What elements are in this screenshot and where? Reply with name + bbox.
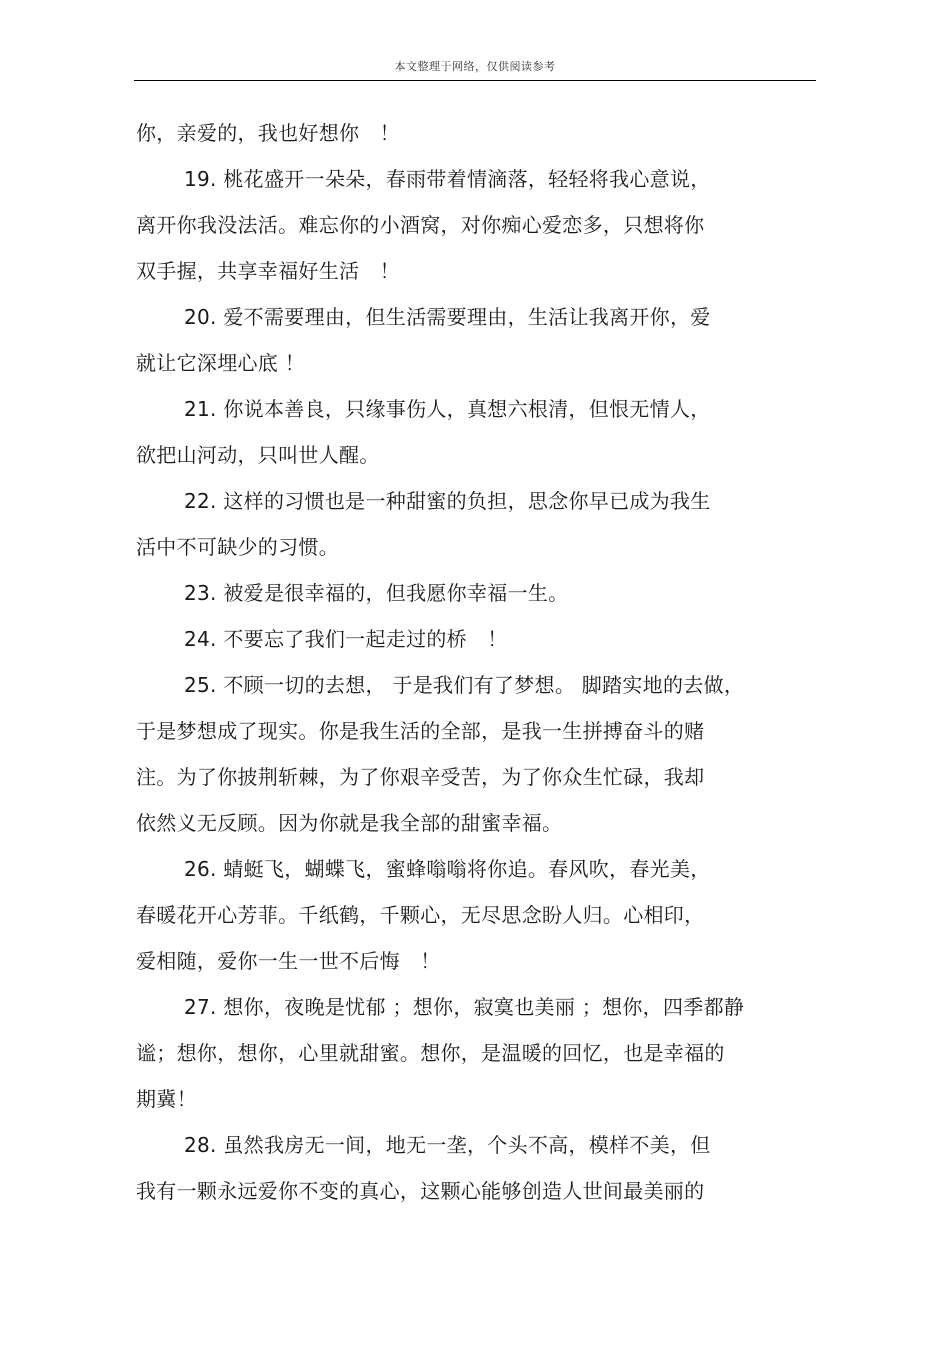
header-divider: [134, 80, 816, 81]
text-line: 我有一颗永远爱你不变的真心，这颗心能够创造人世间最美丽的: [136, 1179, 705, 1203]
text-line: 就让它深埋心底 ！: [136, 351, 306, 375]
text-line: 双手握，共享幸福好生活 ！: [136, 259, 400, 283]
text-line: 活中不可缺少的习惯。: [136, 535, 339, 559]
text-line: 26. 蜻蜓飞，蝴蝶飞，蜜蜂嗡嗡将你追。春风吹，春光美，: [184, 857, 711, 881]
text-line: 22. 这样的习惯也是一种甜蜜的负担，思念你早已成为我生: [184, 489, 711, 513]
text-line: 24. 不要忘了我们一起走过的桥 ！: [184, 627, 508, 651]
text-line: 23. 被爱是很幸福的，但我愿你幸福一生。: [184, 581, 569, 605]
text-line: 欲把山河动，只叫世人醒。: [136, 443, 380, 467]
text-line: 21. 你说本善良，只缘事伤人，真想六根清，但恨无情人，: [184, 397, 711, 421]
text-line: 期冀！: [136, 1087, 197, 1111]
text-line: 25. 不顾一切的去想， 于是我们有了梦想。 脚踏实地的去做，: [184, 673, 745, 697]
text-line: 谧；想你，想你，心里就甜蜜。想你，是温暖的回忆，也是幸福的: [136, 1041, 725, 1065]
text-line: 春暖花开心芳菲。千纸鹤，千颗心，无尽思念盼人归。心相印，: [136, 903, 705, 927]
text-line: 19. 桃花盛开一朵朵，春雨带着情滴落，轻轻将我心意说，: [184, 167, 711, 191]
text-line: 注。为了你披荆斩棘，为了你艰辛受苦，为了你众生忙碌，我却: [136, 765, 705, 789]
text-line: 依然义无反顾。因为你就是我全部的甜蜜幸福。: [136, 811, 563, 835]
body-text: [136, 113, 806, 1217]
text-line: 于是梦想成了现实。你是我生活的全部，是我一生拼搏奋斗的赌: [136, 719, 705, 743]
text-line: 离开你我没法活。难忘你的小酒窝，对你痴心爱恋多，只想将你: [136, 213, 705, 237]
text-line: 20. 爱不需要理由，但生活需要理由，生活让我离开你，爱: [184, 305, 711, 329]
page-header-note: 本文整理于网络，仅供阅读参考: [394, 60, 556, 73]
text-line: 28. 虽然我房无一间，地无一垄，个头不高，模样不美，但: [184, 1133, 711, 1157]
text-line: 27. 想你，夜晚是忧郁 ；想你，寂寞也美丽 ；想你，四季都静: [184, 995, 745, 1019]
text-line: 爱相随，爱你一生一世不后悔 ！: [136, 949, 441, 973]
text-line: 你，亲爱的，我也好想你 ！: [136, 121, 400, 145]
